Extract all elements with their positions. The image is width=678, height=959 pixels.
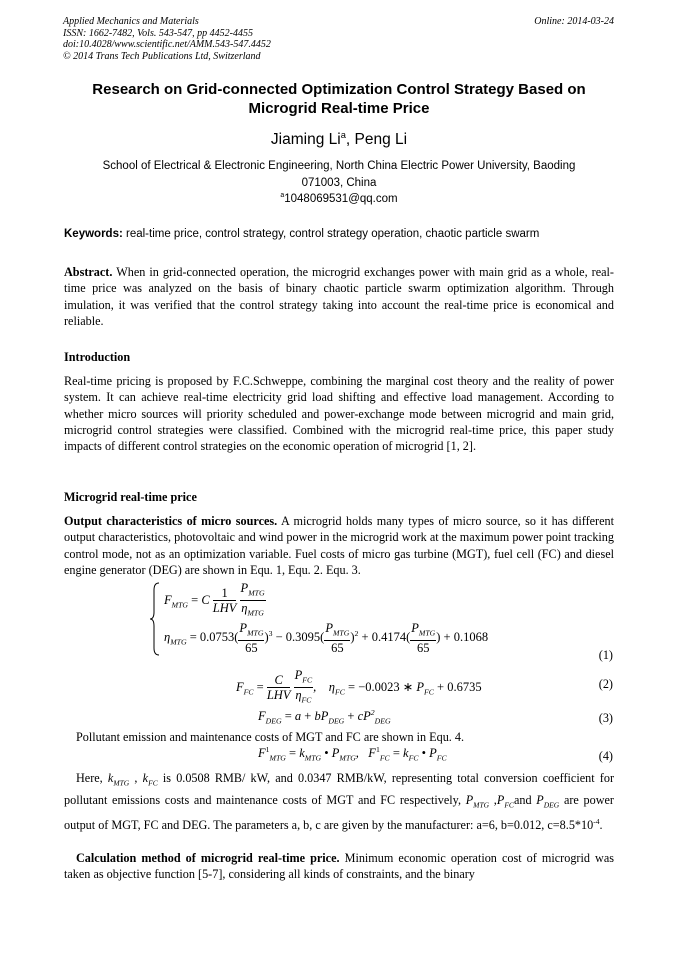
email: [64, 192, 614, 205]
text-comma-2: ,: [489, 792, 497, 807]
keywords-text: real-time price, control strategy, control strategy operation, chaotic particle swarm: [122, 228, 540, 240]
equation-4-number: (4): [598, 749, 613, 763]
title-line-1: Research on Grid-connected Optimization Control Strategy Based on: [92, 81, 586, 98]
text-and: and: [513, 792, 537, 807]
micro-sources-label: Output characteristics of micro sources.: [64, 514, 278, 528]
keywords-label: Keywords:: [64, 228, 123, 240]
equation-brace: [150, 582, 160, 656]
abstract: [64, 264, 614, 329]
micro-sources-text: A microgrid holds many types of micro source, so it has different output characteristics, photovoltaic and wind power in the microgrid work at the maximum power point tracking control mode, not as an optimization variable. Fuel costs of micro gas turbine (MGT), fuel cell (FC) and diesel engine generator (DEG) are shown in Equ. 1, Equ. 2. Equ. 3.: [64, 514, 614, 577]
pollutant-line: Pollutant emission and maintenance costs of MGT and FC are shown in Equ. 4.: [76, 730, 465, 744]
journal-copyright: © 2014 Trans Tech Publications Ltd, Switzerland: [63, 50, 261, 62]
abstract-label: Abstract.: [64, 265, 113, 279]
text-here: Here,: [76, 771, 108, 785]
authors: [64, 130, 614, 149]
keywords: [64, 228, 614, 240]
journal-issn: ISSN: 1662-7482, Vols. 543-547, pp 4452-4455: [63, 27, 253, 39]
introduction-heading: Introduction: [64, 350, 131, 364]
calculation-label: Calculation method of microgrid real-time price.: [76, 851, 340, 865]
online-date: Online: 2014-03-24: [534, 16, 614, 27]
email-address: 1048069531@qq.com: [284, 192, 398, 205]
journal-name: Applied Mechanics and Materials: [63, 16, 199, 27]
equation-1-number: (1): [598, 648, 613, 662]
text-coefficients: is 0.0508 RMB/ kW, and 0.0347 RMB/kW, representing total conversion coefficient for pollutant emissions costs and maintenance costs of MGT and FC respectively,: [64, 771, 615, 807]
text-comma: ,: [129, 771, 143, 785]
equation-1a: $F_{MTG} = C$ $\frac{1}{\text{LHV}}$ $\frac{P_{MTG}}{\eta_{MTG}}$: [164, 581, 265, 617]
author-2: , Peng Li: [345, 131, 408, 149]
text-period: .: [599, 818, 603, 833]
text-parameters: are power output of MGT, FC and DEG. The parameters a, b, c are given by the manufacturer: a=6, b=0.012, c=8.5*10: [64, 792, 614, 833]
micro-sources-paragraph: [64, 513, 614, 578]
section-heading: Microgrid real-time price: [64, 490, 197, 504]
introduction-text: Real-time pricing is proposed by F.C.Schweppe, combining the marginal cost theory and the reality of power system. It can achieve real-time electricity grid load shifting and effective load management. According to whether micro sources will priority scheduled and power-exchange mode between microgrid and main grid, microgrid control strategies were classified. Combined with the microgrid real-time price, this paper study impacts of different control strategies on the economic operation of microgrid [1, 2].: [64, 374, 614, 454]
affiliation-line-1: School of Electrical & Electronic Engineering, North China Electric Power University, Baoding: [102, 160, 576, 172]
equation-4: $F^1_{MTG} = k_{MTG}$ • $P_{MTG}$, $F^1_{FC} = k_{FC}$ • $P_{FC}$: [258, 745, 447, 763]
affiliation-line-2: 071003, China: [301, 177, 377, 189]
title-line-2: Microgrid Real-time Price: [248, 100, 430, 117]
coefficient-paragraph: Here, $k_{MTG}$ , $k_{FC}$ is 0.0508 RMB/ kW, and 0.0347 RMB/kW, representing total conversion coefficient for pollutant emissions costs and maintenance costs of MGT and FC respectively, $P_{MTG}$ $,P_{FC}and$ $P_{DEG}$ are power output of MGT, FC and DEG. The parameters a, b, c are given by the manufacturer: a=6, b=0.012, $c=8.5*10^{-4}$.: [64, 771, 615, 833]
journal-info: [63, 16, 271, 62]
equation-2-number: (2): [598, 677, 613, 691]
abstract-text: When in grid-connected operation, the microgrid exchanges power with main grid as a whole, real-time price was analyzed on the basis of binary chaotic particle swarm optimization algorithm. Through imulation, it was verified that the control strategy taking into account the real-time price is economical and reliable.: [64, 265, 614, 328]
journal-doi: doi:10.4028/www.scientific.net/AMM.543-547.4452: [63, 39, 271, 50]
equation-2: $F_{FC}$ = $\frac{C}{\text{LHV}}$ $\frac{P_{FC}}{\eta_{FC}}$ , $\eta_{FC} = -0.0023$ ∗ $P_{FC} + 0.6735$: [236, 668, 482, 704]
paper-title: [64, 80, 614, 118]
calculation-paragraph: [64, 850, 614, 883]
email-mark: a: [280, 192, 285, 199]
calculation-text: Minimum economic operation cost of microgrid was taken as objective function [5-7], considering all kinds of constraints, and the binary: [64, 851, 614, 882]
equation-1b: $\eta_{MTG} = 0.0753$( $\frac{P_{MTG}}{65}$ )$^3$ − 0.3095( $\frac{P_{MTG}}{65}$ )$^2$ + 0.4174( $\frac{P_{MTG}}{65}$ ) + 0.1068: [164, 621, 489, 655]
equation-3-number: (3): [598, 711, 613, 725]
author-1: Jiaming Li: [270, 131, 341, 149]
equation-3: $F_{DEG} = a + bP_{DEG} + cP^2_{DEG}$: [258, 708, 391, 726]
affiliation: [64, 158, 614, 192]
author-1-mark: a: [340, 130, 346, 140]
text-exponent: -4: [593, 817, 600, 827]
